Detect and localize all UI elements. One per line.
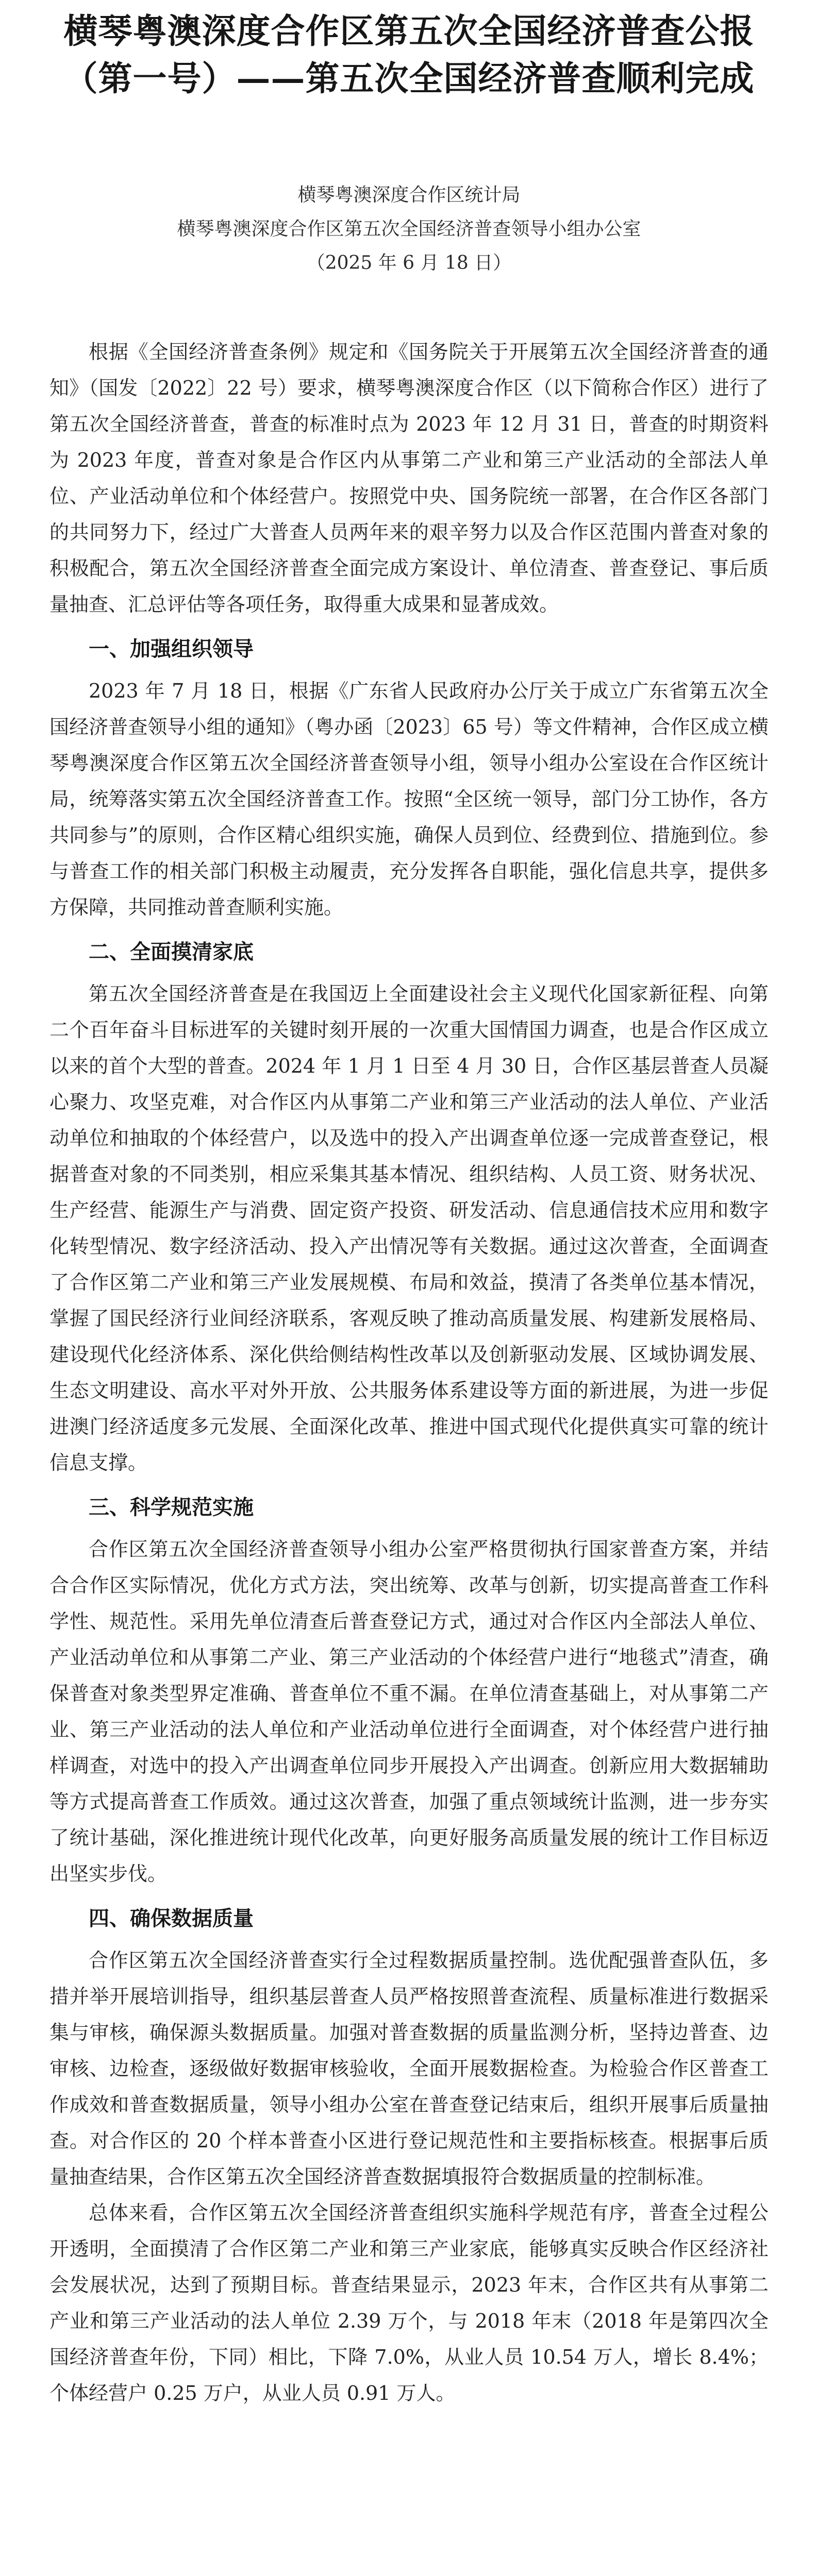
issuer-census-office: 横琴粤澳深度合作区第五次全国经济普查领导小组办公室: [177, 218, 641, 240]
title-line-1: 横琴粤澳深度合作区第五次全国经济普查公报: [63, 11, 755, 51]
section-heading-leadership: 一、加强组织领导: [89, 637, 254, 661]
section-paragraph: 2023 年 7 月 18 日，根据《广东省人民政府办公厅关于成立广东省第五次全国经济普查领导小组的通知》（粤办函〔2023〕65 号）等文件精神，合作区成立横琴粤澳深度合作区第五次全国经济普查领导小组，领导小组办公室设在合作区统计局，统筹落实第五次全国经济普查工作。按照“全区统一领导，部门分工协作，各方共同参与”的原则，合作区精心组织实施，确保人员到位、经费到位、措施到位。参与普查工作的相关部门积极主动履责，充分发挥各自职能，强化信息共享，提供多方保障，共同推动普查顺利实施。: [49, 680, 769, 919]
section-paragraph: 第五次全国经济普查是在我国迈上全面建设社会主义现代化国家新征程、向第二个百年奋斗目标进军的关键时刻开展的一次重大国情国力调查，也是合作区成立以来的首个大型的普查。2024 年 1 月 1 日至 4 月 30 日，合作区基层普查人员凝心聚力、攻坚克难，对合作区内从事第二产业和第三产业活动的法人单位、产业活动单位和抽取的个体经营户，以及选中的投入产出调查单位逐一完成普查登记，根据普查对象的不同类别，相应采集其基本情况、组织结构、人员工资、财务状况、生产经营、能源生产与消费、固定资产投资、研发活动、信息通信技术应用和数字化转型情况、数字经济活动、投入产出情况等有关数据。通过这次普查，全面调查了合作区第二产业和第三产业发展规模、布局和效益，摸清了各类单位基本情况，掌握了国民经济行业间经济联系，客观反映了推动高质量发展、构建新发展格局、建设现代化经济体系、深化供给侧结构性改革以及创新驱动发展、区域协调发展、生态文明建设、高水平对外开放、公共服务体系建设等方面的新进展，为进一步促进澳门经济适度多元发展、全面深化改革、推进中国式现代化提供真实可靠的统计信息支撑。: [49, 982, 769, 1474]
bulletin-body: [49, 334, 769, 2411]
title-line-2: （第一号）——第五次全国经济普查顺利完成: [63, 58, 755, 98]
section-paragraph: 合作区第五次全国经济普查领导小组办公室严格贯彻执行国家普查方案，并结合合作区实际情况，优化方式方法，突出统筹、改革与创新，切实提高普查工作科学性、规范性。采用先单位清查后普查登记方式，通过对合作区内全部法人单位、产业活动单位和从事第二产业、第三产业活动的个体经营户进行“地毯式”清查，确保普查对象类型界定准确、普查单位不重不漏。在单位清查基础上，对从事第二产业、第三产业活动的法人单位和产业活动单位进行全面调查，对个体经营户进行抽样调查，对选中的投入产出调查单位同步开展投入产出调查。创新应用大数据辅助等方式提高普查工作质效。通过这次普查，加强了重点领域统计监测，进一步夯实了统计基础，深化推进统计现代化改革，向更好服务高质量发展的统计工作目标迈出坚实步伐。: [49, 1538, 769, 1885]
issuer-block: [49, 178, 769, 280]
section-heading-census-scope: 二、全面摸清家底: [89, 940, 254, 964]
intro-paragraph: 根据《全国经济普查条例》规定和《国务院关于开展第五次全国经济普查的通知》（国发〔2022〕22 号）要求，横琴粤澳深度合作区（以下简称合作区）进行了第五次全国经济普查，普查的标准时点为 2023 年 12 月 31 日，普查的时期资料为 2023 年度，普查对象是合作区内从事第二产业和第三产业活动的全部法人单位、产业活动单位和个体经营户。按照党中央、国务院统一部署，在合作区各部门的共同努力下，经过广大普查人员两年来的艰辛努力以及合作区范围内普查对象的积极配合，第五次全国经济普查全面完成方案设计、单位清查、普查登记、事后质量抽查、汇总评估等各项任务，取得重大成果和显著成效。: [49, 341, 769, 616]
issuer-statistics-bureau: 横琴粤澳深度合作区统计局: [297, 184, 521, 206]
section-paragraph: 合作区第五次全国经济普查实行全过程数据质量控制。选优配强普查队伍，多措并举开展培训指导，组织基层普查人员严格按照普查流程、质量标准进行数据采集与审核，确保源头数据质量。加强对普查数据的质量监测分析，坚持边普查、边审核、边检查，逐级做好数据审核验收，全面开展数据检查。为检验合作区普查工作成效和普查数据质量，领导小组办公室在普查登记结束后，组织开展事后质量抽查。对合作区的 20 个样本普查小区进行登记规范性和主要指标核查。根据事后质量抽查结果，合作区第五次全国经济普查数据填报符合数据质量的控制标准。: [49, 1949, 769, 2188]
section-heading-data-quality: 四、确保数据质量: [89, 1907, 254, 1930]
page-title: [49, 7, 769, 102]
section-heading-implementation: 三、科学规范实施: [89, 1496, 254, 1519]
summary-paragraph: 总体来看，合作区第五次全国经济普查组织实施科学规范有序，普查全过程公开透明，全面摸清了合作区第二产业和第三产业家底，能够真实反映合作区经济社会发展状况，达到了预期目标。普查结果显示，2023 年末，合作区共有从事第二产业和第三产业活动的法人单位 2.39 万个，与 2018 年末（2018 年是第四次全国经济普查年份，下同）相比，下降 7.0%，从业人员 10.54 万人，增长 8.4%；个体经营户 0.25 万户，从业人员 0.91 万人。: [49, 2201, 769, 2404]
issue-date: （2025 年 6 月 18 日）: [306, 252, 512, 274]
